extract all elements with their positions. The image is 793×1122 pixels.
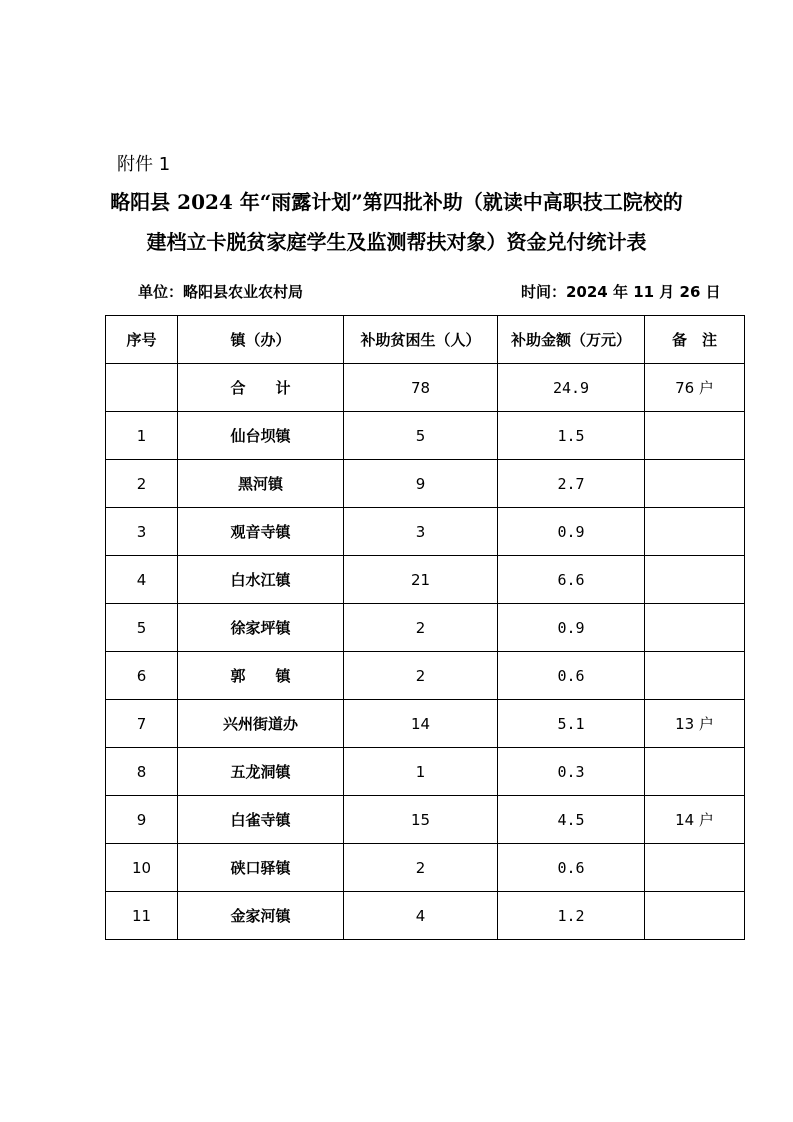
row-town: 兴州街道办 bbox=[178, 700, 344, 748]
row-note bbox=[645, 412, 745, 460]
row-town: 硖口驿镇 bbox=[178, 844, 344, 892]
total-label: 合 计 bbox=[178, 364, 344, 412]
row-amount: 0.6 bbox=[498, 844, 645, 892]
table-row bbox=[106, 748, 745, 796]
row-amount: 2.7 bbox=[498, 460, 645, 508]
row-amount: 1.2 bbox=[498, 892, 645, 940]
header-note: 备 注 bbox=[645, 316, 745, 364]
table-row bbox=[106, 700, 745, 748]
row-note bbox=[645, 892, 745, 940]
issuing-unit: 单位：略阳县农业农村局 bbox=[138, 283, 304, 301]
header-town: 镇（办） bbox=[178, 316, 344, 364]
row-town: 郭 镇 bbox=[178, 652, 344, 700]
row-students: 5 bbox=[344, 412, 498, 460]
row-students: 9 bbox=[344, 460, 498, 508]
total-serial-number bbox=[106, 364, 178, 412]
row-town: 观音寺镇 bbox=[178, 508, 344, 556]
row-students: 3 bbox=[344, 508, 498, 556]
table-row bbox=[106, 604, 745, 652]
row-town: 五龙洞镇 bbox=[178, 748, 344, 796]
row-serial-number: 2 bbox=[106, 460, 178, 508]
row-serial-number: 9 bbox=[106, 796, 178, 844]
row-amount: 0.6 bbox=[498, 652, 645, 700]
row-amount: 6.6 bbox=[498, 556, 645, 604]
row-town: 仙台坝镇 bbox=[178, 412, 344, 460]
row-students: 2 bbox=[344, 844, 498, 892]
row-note bbox=[645, 460, 745, 508]
row-serial-number: 11 bbox=[106, 892, 178, 940]
row-students: 1 bbox=[344, 748, 498, 796]
row-note bbox=[645, 844, 745, 892]
table-row bbox=[106, 460, 745, 508]
row-amount: 1.5 bbox=[498, 412, 645, 460]
attachment-label: 附件 1 bbox=[117, 154, 171, 175]
header-serial-number: 序号 bbox=[106, 316, 178, 364]
document-title-line-2: 建档立卡脱贫家庭学生及监测帮扶对象）资金兑付统计表 bbox=[146, 230, 647, 254]
total-note: 76 户 bbox=[645, 364, 745, 412]
total-students: 78 bbox=[344, 364, 498, 412]
row-serial-number: 8 bbox=[106, 748, 178, 796]
row-town: 白水江镇 bbox=[178, 556, 344, 604]
row-town: 黑河镇 bbox=[178, 460, 344, 508]
table-row bbox=[106, 844, 745, 892]
row-town: 白雀寺镇 bbox=[178, 796, 344, 844]
row-students: 4 bbox=[344, 892, 498, 940]
issue-date: 时间：2024 年 11 月 26 日 bbox=[521, 283, 721, 301]
table-row bbox=[106, 556, 745, 604]
row-students: 2 bbox=[344, 604, 498, 652]
row-note bbox=[645, 556, 745, 604]
funding-statistics-table bbox=[105, 315, 745, 940]
row-students: 15 bbox=[344, 796, 498, 844]
row-students: 2 bbox=[344, 652, 498, 700]
row-town: 金家河镇 bbox=[178, 892, 344, 940]
row-students: 14 bbox=[344, 700, 498, 748]
row-students: 21 bbox=[344, 556, 498, 604]
table-row bbox=[106, 652, 745, 700]
row-serial-number: 10 bbox=[106, 844, 178, 892]
row-amount: 5.1 bbox=[498, 700, 645, 748]
row-note bbox=[645, 748, 745, 796]
row-amount: 0.3 bbox=[498, 748, 645, 796]
table-row bbox=[106, 508, 745, 556]
row-amount: 0.9 bbox=[498, 508, 645, 556]
row-town: 徐家坪镇 bbox=[178, 604, 344, 652]
row-note: 14 户 bbox=[645, 796, 745, 844]
total-row bbox=[106, 364, 745, 412]
header-amount: 补助金额（万元） bbox=[498, 316, 645, 364]
row-amount: 0.9 bbox=[498, 604, 645, 652]
total-amount: 24.9 bbox=[498, 364, 645, 412]
row-serial-number: 7 bbox=[106, 700, 178, 748]
document-title-line-1: 略阳县 2024 年“雨露计划”第四批补助（就读中高职技工院校的 bbox=[110, 190, 683, 214]
row-serial-number: 3 bbox=[106, 508, 178, 556]
row-serial-number: 5 bbox=[106, 604, 178, 652]
table-row bbox=[106, 796, 745, 844]
table-row bbox=[106, 892, 745, 940]
row-note: 13 户 bbox=[645, 700, 745, 748]
row-note bbox=[645, 652, 745, 700]
row-amount: 4.5 bbox=[498, 796, 645, 844]
row-serial-number: 1 bbox=[106, 412, 178, 460]
row-serial-number: 6 bbox=[106, 652, 178, 700]
row-serial-number: 4 bbox=[106, 556, 178, 604]
header-students: 补助贫困生（人） bbox=[344, 316, 498, 364]
row-note bbox=[645, 508, 745, 556]
row-note bbox=[645, 604, 745, 652]
table-row bbox=[106, 412, 745, 460]
table-header-row bbox=[106, 316, 745, 364]
